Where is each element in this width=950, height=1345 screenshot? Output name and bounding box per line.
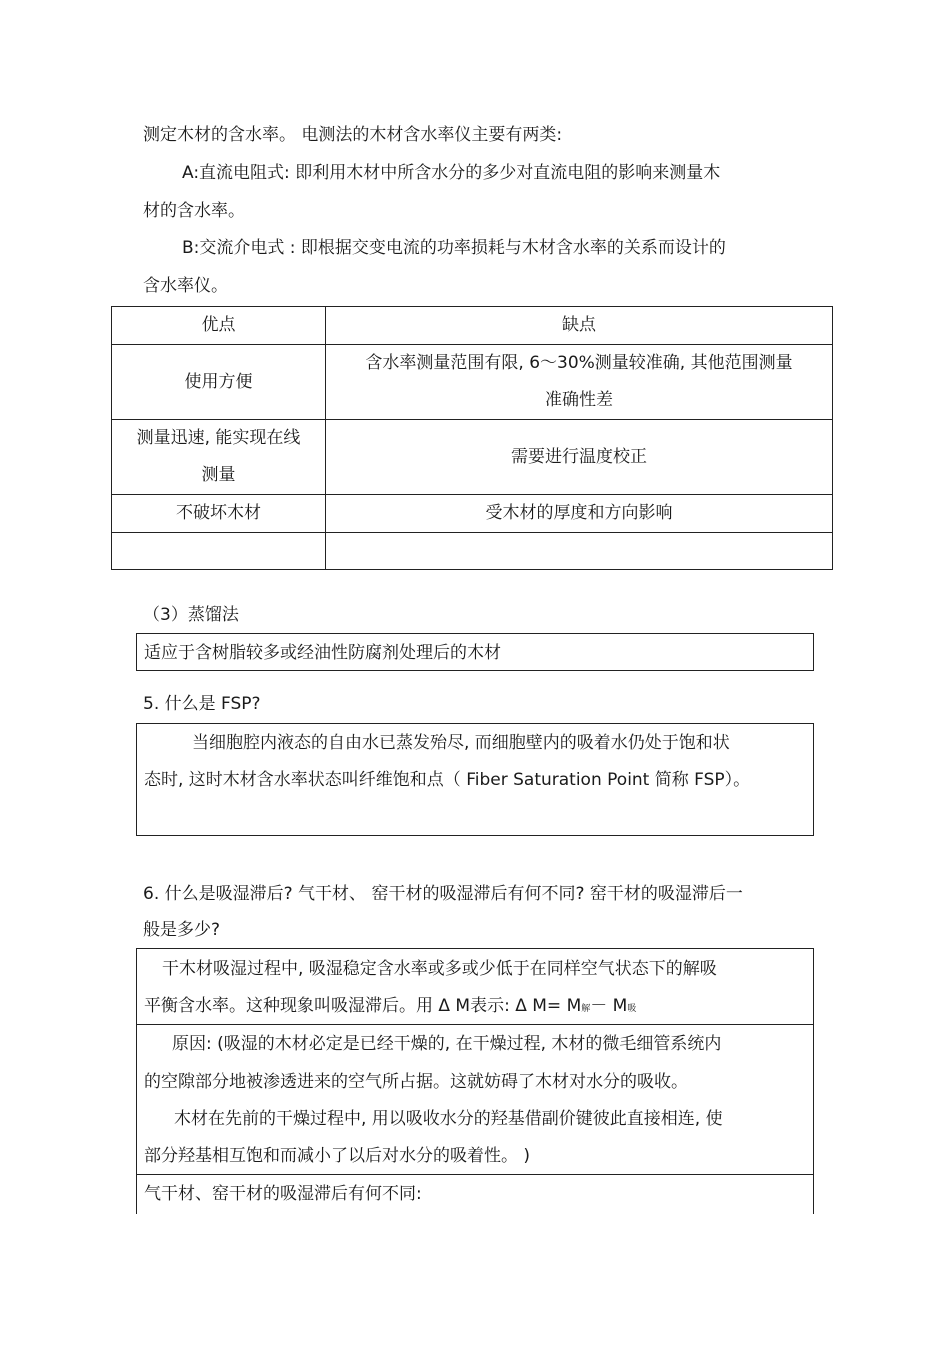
cell-pro — [112, 420, 326, 495]
q5-answer-line-2: 态时, 这时木材含水率状态叫纤维饱和点（ Fiber Saturation Point 简称 FSP）。 — [144, 770, 751, 790]
cell-con-line: 含水率测量范围有限, 6～30%测量较准确, 其他范围测量 — [365, 353, 793, 373]
intro-b-line-1: B:交流介电式 : 即根据交变电流的功率损耗与木材含水率的关系而设计的 — [182, 238, 726, 258]
cell-pro-line: 测量迅速, 能实现在线 — [136, 428, 301, 448]
q6-definition-box — [136, 948, 814, 1025]
intro-line-1: 测定木材的含水率。 电测法的木材含水率仪主要有两类: — [143, 125, 563, 145]
distill-box — [136, 633, 814, 671]
q6-def-line-1: 干木材吸湿过程中, 吸湿稳定含水率或多或少低于在同样空气状态下的解吸 — [162, 959, 717, 979]
proscons-table — [111, 306, 833, 570]
q6-difference-box — [136, 1174, 814, 1214]
q6-def-line-2-text: 平衡含水率。这种现象叫吸湿滞后。用 Δ M表示: Δ M= M — [144, 996, 582, 1016]
q6-def-minus: － M — [590, 996, 628, 1016]
header-pro: 优点 — [112, 307, 326, 345]
cell-con: 受木材的厚度和方向影响 — [326, 495, 833, 533]
table-row — [112, 420, 833, 495]
cell-pro: 不破坏木材 — [112, 495, 326, 533]
intro-a-line-2: 材的含水率。 — [143, 201, 245, 221]
distill-heading: （3）蒸馏法 — [143, 605, 239, 625]
table-row — [112, 533, 833, 570]
cell-con — [326, 533, 833, 570]
header-con: 缺点 — [326, 307, 833, 345]
q6-reason-line-2: 的空隙部分地被渗透进来的空气所占据。这就妨碍了木材对水分的吸收。 — [144, 1072, 688, 1092]
cell-con: 需要进行温度校正 — [326, 420, 833, 495]
subscript-xi: 吸 — [627, 1004, 637, 1014]
q6-reason-line-4: 部分羟基相互饱和而减小了以后对水分的吸着性。 ) — [144, 1146, 531, 1166]
q5-answer-line-1: 当细胞腔内液态的自由水已蒸发殆尽, 而细胞壁内的吸着水仍处于饱和状 — [192, 733, 730, 753]
q6-reason-box — [136, 1024, 814, 1175]
intro-a-line-1: A:直流电阻式: 即利用木材中所含水分的多少对直流电阻的影响来测量木 — [182, 163, 721, 183]
q6-question-line-2: 般是多少? — [143, 920, 221, 940]
q5-question: 5. 什么是 FSP? — [143, 694, 261, 714]
table-header-row — [112, 307, 833, 345]
subscript-jie: 解 — [581, 1004, 591, 1014]
table-row — [112, 495, 833, 533]
distill-box-text: 适应于含树脂较多或经油性防腐剂处理后的木材 — [144, 643, 501, 663]
cell-con-line: 准确性差 — [545, 390, 613, 410]
q5-answer-box — [136, 723, 814, 836]
q6-def-line-2 — [144, 995, 636, 1020]
q6-reason-line-1: 原因: (吸湿的木材必定是已经干燥的, 在干燥过程, 木材的微毛细管系统内 — [172, 1034, 722, 1054]
cell-con — [326, 345, 833, 420]
cell-pro: 使用方便 — [112, 345, 326, 420]
cell-pro — [112, 533, 326, 570]
q6-diff-line: 气干材、窑干材的吸湿滞后有何不同: — [144, 1184, 422, 1204]
intro-b-line-2: 含水率仪。 — [143, 276, 228, 296]
q6-question-line-1: 6. 什么是吸湿滞后? 气干材、 窑干材的吸湿滞后有何不同? 窑干材的吸湿滞后一 — [143, 884, 743, 904]
table-row — [112, 345, 833, 420]
q6-reason-line-3: 木材在先前的干燥过程中, 用以吸收水分的羟基借副价键彼此直接相连, 使 — [174, 1109, 723, 1129]
cell-pro-line: 测量 — [201, 465, 236, 485]
